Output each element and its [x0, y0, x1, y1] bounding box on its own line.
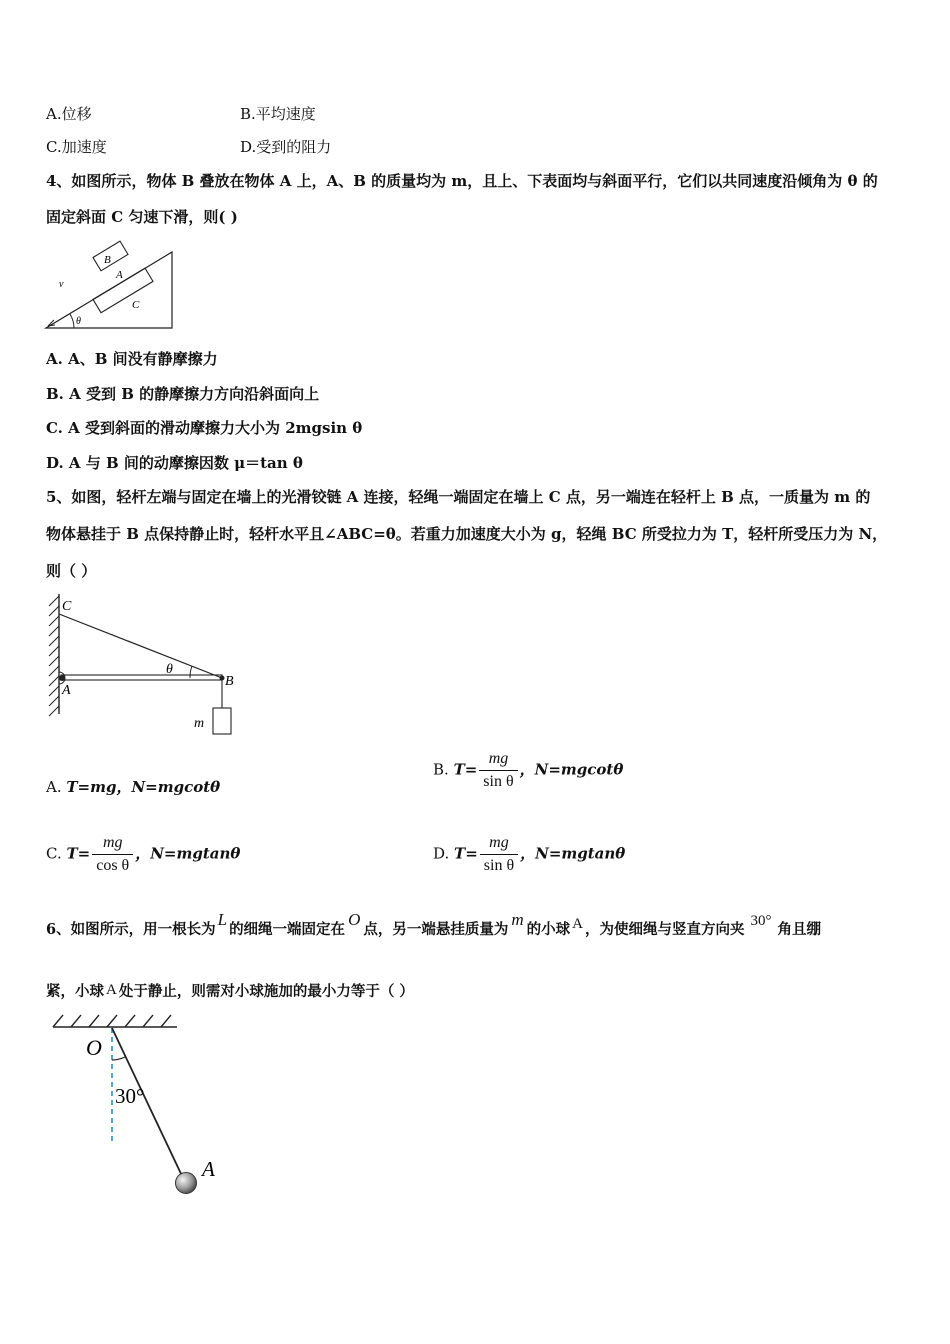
block-a-shape [93, 268, 153, 313]
stem-text: 的细绳一端固定在 [229, 921, 346, 938]
q6-stem-line1 [46, 910, 821, 939]
label-angle: 30° [115, 1084, 145, 1108]
point-b [220, 676, 225, 681]
fraction-denominator: sin θ [483, 857, 515, 874]
stem-text: 角且绷 [777, 921, 821, 938]
tension-expr: T= [454, 844, 478, 863]
stem-text: 紧，小球 [46, 983, 104, 1000]
symbol-m: m [511, 910, 524, 929]
label-o: O [86, 1035, 102, 1060]
label-b: B [225, 674, 234, 689]
q4-stem-line2: 固定斜面 C 匀速下滑，则( ) [46, 208, 238, 226]
rope-bc [59, 614, 222, 678]
angle-arc [112, 1057, 125, 1060]
normal-expr: ，N=mgcotθ [519, 760, 624, 779]
fraction-denominator: cos θ [96, 857, 130, 874]
q6-stem-line2 [46, 980, 414, 1001]
symbol-a: A [572, 916, 583, 932]
tension-expr: T=mg， [66, 778, 132, 796]
q4-option-b: B. A 受到 B 的静摩擦力方向沿斜面向上 [46, 385, 320, 403]
q6-pendulum-figure [45, 1008, 235, 1200]
label-b: B [104, 254, 111, 266]
q5-rod-figure [40, 590, 250, 740]
fraction-numerator: mg [92, 834, 133, 855]
q3-option-d: D.受到的阻力 [240, 138, 332, 156]
fraction-numerator: mg [480, 834, 518, 855]
tension-expr: T= [453, 760, 478, 779]
q3-option-c: C.加速度 [46, 138, 107, 156]
label-theta: θ [166, 662, 173, 677]
q3-option-a: A.位移 [46, 105, 92, 123]
label-c: C [62, 599, 72, 614]
tension-expr: T= [66, 844, 91, 863]
wall-hatch [49, 596, 59, 716]
tension-fraction [92, 834, 133, 875]
q5-stem-line3: 则（ ） [46, 562, 97, 580]
label-a: A [202, 1157, 215, 1181]
stem-text: 6、如图所示，用一根长为 [46, 921, 216, 938]
hinge-a [59, 675, 65, 681]
light-rod [61, 675, 222, 680]
symbol-a: A [106, 982, 117, 998]
q4-option-a: A. A、B 间没有静摩擦力 [46, 350, 218, 368]
stem-text: 的小球 [526, 921, 571, 938]
q5-stem-line1: 5、如图，轻杆左端与固定在墙上的光滑铰链 A 连接，轻绳一端固定在墙上 C 点，另一端连在轻杆上 B 点，一质量为 m 的 [46, 488, 871, 506]
label-v: v [59, 279, 64, 290]
label-a: A [116, 269, 123, 281]
q4-option-c: C. A 受到斜面的滑动摩擦力大小为 2mgsin θ [46, 419, 363, 437]
normal-expr: N=mgcotθ [131, 778, 221, 796]
fraction-denominator: sin θ [483, 773, 514, 790]
q4-incline-figure [40, 236, 180, 334]
symbol-angle: 30° [750, 913, 772, 929]
tension-fraction [479, 750, 517, 791]
q5-option-c [46, 834, 240, 875]
option-prefix: D. [433, 844, 455, 863]
normal-expr: ，N=mgtanθ [135, 844, 241, 863]
q5-option-d [433, 834, 625, 875]
stem-text: 处于静止，则需对小球施加的最小力等于（ ） [118, 983, 414, 1000]
q5-stem-line2: 物体悬挂于 B 点保持静止时，轻杆水平且∠ABC=θ。若重力加速度大小为 g，轻绳 BC 所受拉力为 T，轻杆所受压力为 N， [46, 525, 888, 543]
mass-block [213, 708, 231, 734]
q5-option-a [46, 776, 220, 797]
ceiling-hatch [53, 1015, 171, 1027]
option-prefix: A. [46, 778, 67, 796]
theta-arc [70, 314, 74, 328]
q4-option-d: D. A 与 B 间的动摩擦因数 μ＝tan θ [46, 454, 303, 472]
label-m: m [194, 716, 205, 731]
symbol-o: O [348, 910, 361, 929]
q5-option-b [433, 750, 623, 791]
tension-fraction [480, 834, 518, 875]
fraction-numerator: mg [479, 750, 517, 771]
q4-stem-line1: 4、如图所示，物体 B 叠放在物体 A 上，A、B 的质量均为 m，且上、下表面均与斜面平行，它们以共同速度沿倾角为 θ 的 [46, 172, 878, 190]
normal-expr: ，N=mgtanθ [520, 844, 626, 863]
stem-text: ，为使细绳与竖直方向夹 [584, 921, 745, 938]
symbol-l: L [217, 910, 228, 929]
option-prefix: B. [433, 760, 454, 779]
label-c: C [132, 299, 140, 311]
label-a: A [62, 683, 71, 698]
ball-a [176, 1173, 197, 1194]
stem-text: 点，另一端悬挂质量为 [363, 921, 509, 938]
option-prefix: C. [46, 844, 67, 863]
label-theta: θ [76, 316, 81, 327]
theta-arc [190, 666, 192, 678]
q3-option-b: B.平均速度 [240, 105, 316, 123]
